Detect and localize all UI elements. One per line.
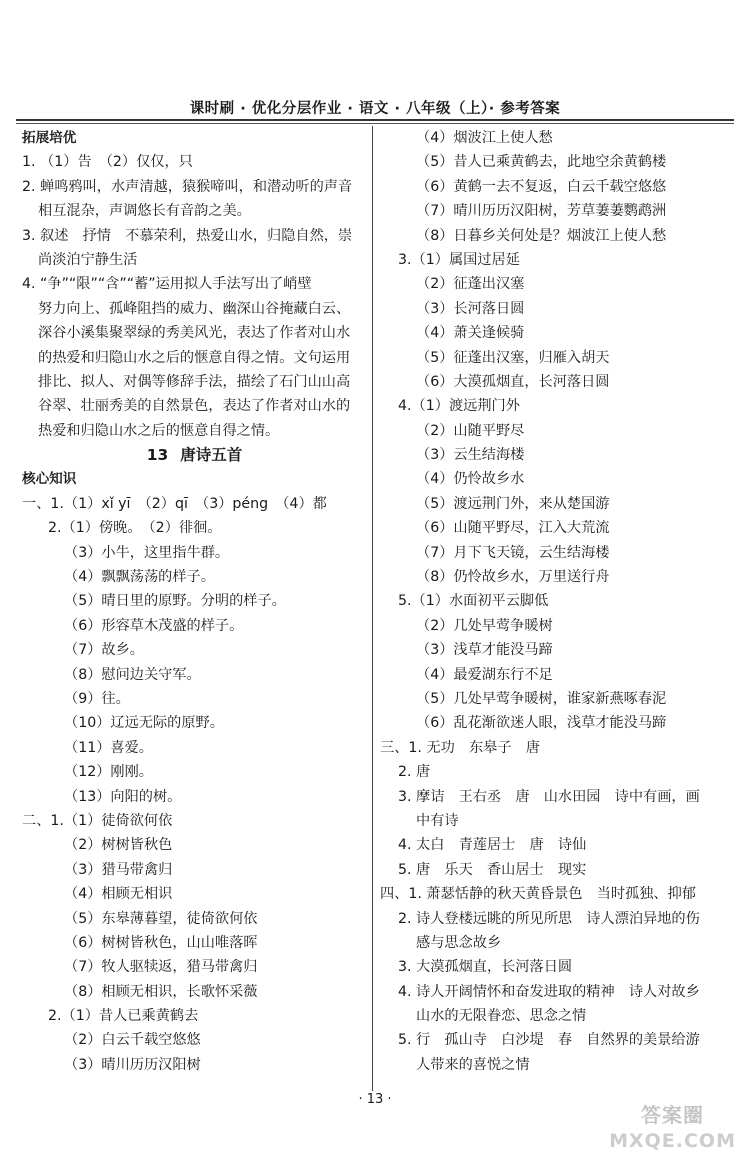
answer-line: 1. （1）告 （2）仅仅，只 bbox=[22, 154, 193, 171]
answer-line: 3. 摩诘 王右丞 唐 山水田园 诗中有画，画 bbox=[398, 788, 700, 805]
answer-line: （6）乱花渐欲迷人眼，浅草才能没马蹄 bbox=[416, 715, 667, 732]
answer-line: 山水的无限眷恋、思念之情 bbox=[416, 1008, 587, 1025]
answer-line: （13）向阳的树。 bbox=[64, 788, 182, 805]
answer-line: （4）烟波江上使人愁 bbox=[416, 130, 553, 146]
answer-line: （10）辽远无际的原野。 bbox=[64, 715, 224, 732]
answer-line: 谷翠、壮丽秀美的自然景色，表达了作者对山水的 bbox=[38, 398, 351, 415]
header-rule-thick bbox=[16, 119, 734, 121]
answer-line: （4）萧关逢候骑 bbox=[416, 325, 525, 342]
answer-line: （3）猎马带禽归 bbox=[64, 861, 173, 878]
answer-line: 3.（1）属国过居延 bbox=[398, 251, 520, 268]
answer-line: （2）白云千载空悠悠 bbox=[64, 1032, 201, 1049]
answer-line: 感与思念故乡 bbox=[416, 934, 502, 951]
column-divider bbox=[372, 126, 373, 1091]
answer-line: 二、1.（1）徒倚欲何依 bbox=[22, 812, 173, 829]
lesson-number: 13 bbox=[146, 446, 169, 465]
answer-line: （7）故乡。 bbox=[64, 642, 144, 659]
answer-line: （5）渡远荆门外，来从楚国游 bbox=[416, 495, 610, 512]
answer-line: （6）山随平野尽，江入大荒流 bbox=[416, 520, 610, 537]
answer-line: 2.（1）昔人已乘黄鹤去 bbox=[48, 1008, 199, 1025]
answer-line: （6）大漠孤烟直，长河落日圆 bbox=[416, 373, 610, 390]
answer-line: （6）形容草木茂盛的样子。 bbox=[64, 617, 244, 634]
right-column bbox=[380, 126, 732, 1077]
answer-line: （7）晴川历历汉阳树，芳草萋萋鹦鹉洲 bbox=[416, 203, 667, 220]
answer-line: （3）晴川历历汉阳树 bbox=[64, 1056, 201, 1073]
answer-line: 3. 叙述 抒情 不慕荣利，热爱山水，归隐自然，崇 bbox=[22, 227, 353, 244]
answer-line: （8）日暮乡关何处是？烟波江上使人愁 bbox=[416, 227, 667, 244]
answer-line: （6）黄鹤一去不复返，白云千载空悠悠 bbox=[416, 178, 667, 195]
answer-line: （4）仍怜故乡水 bbox=[416, 471, 525, 488]
answer-line: （3）云生结海楼 bbox=[416, 447, 525, 464]
answer-line: （3）长河落日圆 bbox=[416, 300, 525, 317]
watermark-text: 答案圈 bbox=[641, 1103, 705, 1127]
answer-line: （4）飘飘荡荡的样子。 bbox=[64, 569, 215, 586]
answer-line: 3. 大漠孤烟直，长河落日圆 bbox=[398, 959, 573, 976]
answer-line: （5）昔人已乘黄鹤去，此地空余黄鹤楼 bbox=[416, 154, 667, 171]
answer-line: （2）几处早莺争暖树 bbox=[416, 617, 553, 634]
answer-line: 四、1. 萧瑟恬静的秋天黄昏景色 当时孤独、抑郁 bbox=[380, 886, 696, 903]
answer-line: （4）相顾无相识 bbox=[64, 886, 173, 903]
answer-line: （7）月下飞天镜，云生结海楼 bbox=[416, 544, 610, 561]
lesson-title bbox=[22, 443, 367, 467]
answer-line: 尚淡泊宁静生活 bbox=[38, 251, 138, 268]
answer-line: （8）相顾无相识，长歌怀采薇 bbox=[64, 983, 258, 1000]
answer-line: 人带来的喜悦之情 bbox=[416, 1056, 530, 1073]
answer-line: 深谷小溪集聚翠绿的秀美风光，表达了作者对山水 bbox=[38, 325, 351, 342]
answer-line: （12）刚刚。 bbox=[64, 764, 153, 781]
page-header: 课时刷 · 优化分层作业 · 语文 · 八年级（上）· 参考答案 bbox=[189, 101, 561, 117]
answer-line: 相互混杂，声调悠长有音韵之美。 bbox=[38, 203, 251, 220]
section-heading: 拓展培优 bbox=[22, 130, 77, 146]
answer-line: 排比、拟人、对偶等修辞手法，描绘了石门山山高 bbox=[38, 373, 351, 390]
answer-line: （8）慰问边关守军。 bbox=[64, 666, 201, 683]
answer-line: （11）喜爱。 bbox=[64, 739, 153, 756]
answer-line: （5）东皋薄暮望，徒倚欲何依 bbox=[64, 910, 258, 927]
answer-line: （3）小牛，这里指牛群。 bbox=[64, 544, 230, 561]
left-column bbox=[22, 126, 367, 1077]
answer-line: （8）仍怜故乡水，万里送行舟 bbox=[416, 569, 610, 586]
answer-line: 一、1.（1）xǐ yī （2）qī （3）péng （4）都 bbox=[22, 495, 327, 512]
section-heading: 核心知识 bbox=[22, 471, 77, 488]
watermark-logo bbox=[609, 1102, 736, 1154]
answer-line: （2）征蓬出汉塞 bbox=[416, 276, 525, 293]
answer-line: （2）树树皆秋色 bbox=[64, 837, 173, 854]
answer-line: （9）往。 bbox=[64, 690, 130, 707]
answer-line: 4. “争”“限”“含”“蓄”运用拟人手法写出了峭壁 bbox=[22, 276, 312, 293]
answer-line: （4）最爱湖东行不足 bbox=[416, 666, 553, 683]
answer-line: 2.（1）傍晚。 （2）徘徊。 bbox=[48, 520, 222, 537]
answer-line: 4. 诗人开阔情怀和奋发进取的精神 诗人对故乡 bbox=[398, 983, 700, 1000]
answer-line: （5）征蓬出汉塞，归雁入胡天 bbox=[416, 349, 610, 366]
answer-line: 中有诗 bbox=[416, 812, 459, 829]
answer-line: 热爱和归隐山水之后的惬意自得之情。 bbox=[38, 422, 280, 439]
answer-line: （5）晴日里的原野。分明的样子。 bbox=[64, 593, 286, 610]
answer-line: 5.（1）水面初平云脚低 bbox=[398, 593, 549, 610]
answer-line: （2）山随平野尽 bbox=[416, 422, 525, 439]
answer-line: 4.（1）渡远荆门外 bbox=[398, 398, 520, 415]
answer-line: 的热爱和归隐山水之后的惬意自得之情。文句运用 bbox=[38, 349, 351, 366]
answer-line: 2. 唐 bbox=[398, 764, 431, 781]
answer-line: （5）几处早莺争暖树，谁家新燕啄春泥 bbox=[416, 690, 667, 707]
answer-line: （7）牧人驱犊返，猎马带禽归 bbox=[64, 959, 258, 976]
answer-line: 努力向上、孤峰阻挡的威力、幽深山谷掩藏白云、 bbox=[38, 300, 351, 317]
header-rule-thin bbox=[16, 123, 734, 124]
page-number: · 13 · bbox=[358, 1092, 392, 1107]
answer-line: （6）树树皆秋色，山山唯落晖 bbox=[64, 934, 258, 951]
answer-line: 4. 太白 青莲居士 唐 诗仙 bbox=[398, 837, 587, 854]
answer-line: （3）浅草才能没马蹄 bbox=[416, 642, 553, 659]
answer-line: 5. 唐 乐天 香山居士 现实 bbox=[398, 861, 587, 878]
lesson-name: 唐诗五首 bbox=[180, 446, 243, 465]
answer-line: 2. 蝉鸣鸦叫，水声清越，猿猴啼叫，和潜动听的声音 bbox=[22, 178, 353, 195]
answer-line: 2. 诗人登楼远眺的所见所思 诗人漂泊异地的伤 bbox=[398, 910, 700, 927]
watermark-url: MXQE.COM bbox=[609, 1130, 736, 1152]
answer-line: 5. 行 孤山寺 白沙堤 春 自然界的美景给游 bbox=[398, 1032, 700, 1049]
answer-line: 三、1. 无功 东皋子 唐 bbox=[380, 739, 540, 756]
